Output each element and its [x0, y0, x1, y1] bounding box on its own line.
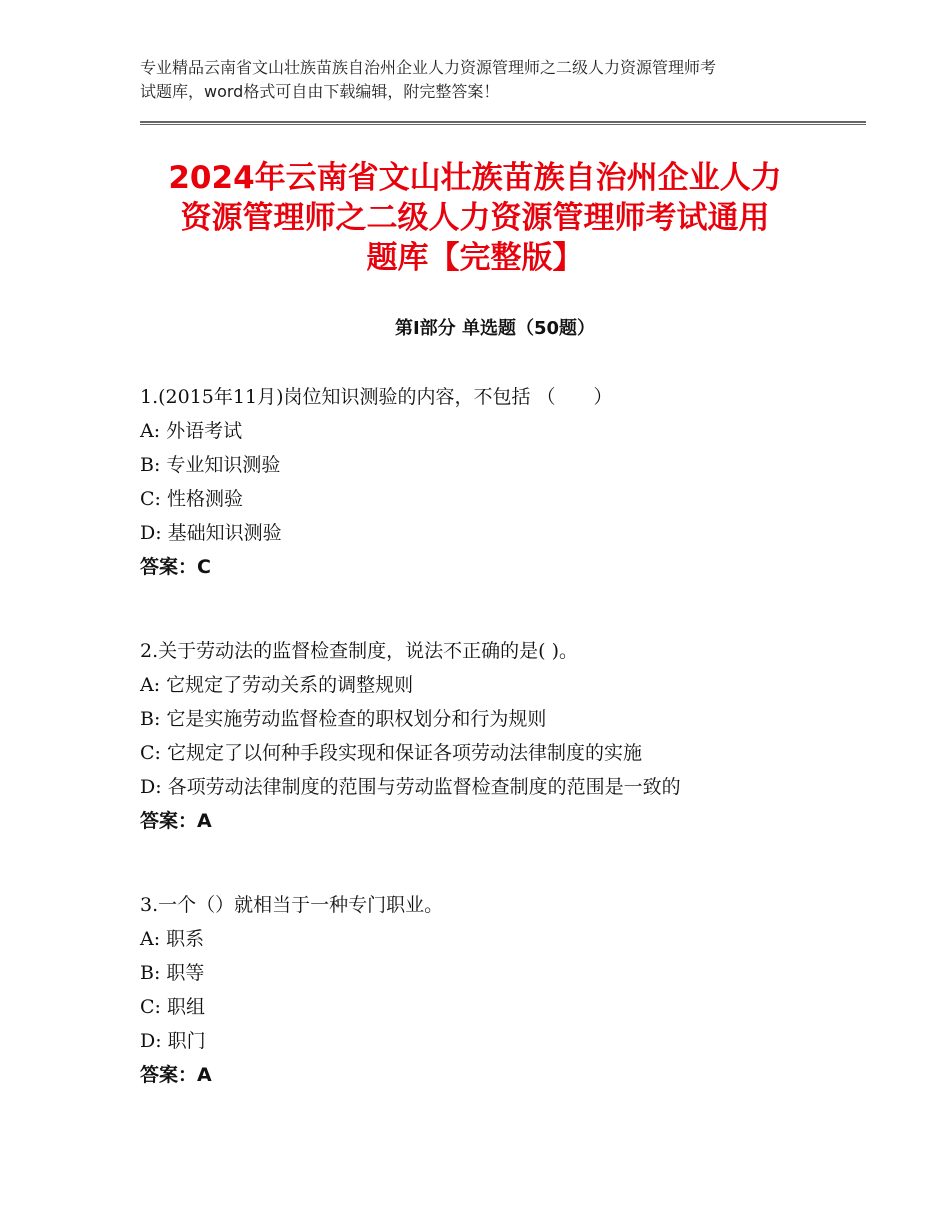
title-line-3: 题库【完整版】 [366, 240, 584, 276]
header-line-1: 专业精品云南省文山壮族苗族自治州企业人力资源管理师之二级人力资源管理师考 [140, 58, 717, 77]
question-stem: 3.一个（）就相当于一种专门职业。 [140, 894, 444, 916]
question-list [140, 380, 860, 1142]
option-c: C: 它规定了以何种手段实现和保证各项劳动法律制度的实施 [140, 742, 642, 764]
title-line-2: 资源管理师之二级人力资源管理师考试通用 [180, 200, 770, 236]
question-3 [140, 888, 860, 1092]
option-a: A: 它规定了劳动关系的调整规则 [140, 674, 414, 696]
option-d: D: 基础知识测验 [140, 522, 282, 544]
option-d: D: 各项劳动法律制度的范围与劳动监督检查制度的范围是一致的 [140, 776, 681, 798]
option-a: A: 职系 [140, 928, 205, 950]
option-b: B: 职等 [140, 962, 205, 984]
question-1 [140, 380, 860, 584]
answer-line: 答案：A [140, 1064, 212, 1086]
document-title [120, 158, 830, 278]
document-header [140, 56, 830, 104]
header-divider [140, 121, 866, 125]
option-d: D: 职门 [140, 1030, 206, 1052]
section-title: 第Ⅰ部分 单选题（50题） [394, 318, 595, 339]
option-b: B: 专业知识测验 [140, 454, 281, 476]
option-c: C: 职组 [140, 996, 205, 1018]
answer-line: 答案：C [140, 556, 211, 578]
option-b: B: 它是实施劳动监督检查的职权划分和行为规则 [140, 708, 547, 730]
header-line-2: 试题库，word格式可自由下载编辑，附完整答案！ [140, 82, 500, 101]
title-line-1: 2024年云南省文山壮族苗族自治州企业人力 [168, 160, 782, 196]
answer-line: 答案：A [140, 810, 212, 832]
question-stem: 2.关于劳动法的监督检查制度，说法不正确的是( )。 [140, 640, 578, 662]
question-stem: 1.(2015年11月)岗位知识测验的内容，不包括 （ ） [140, 386, 613, 408]
option-c: C: 性格测验 [140, 488, 243, 510]
question-2 [140, 634, 860, 838]
option-a: A: 外语考试 [140, 420, 243, 442]
